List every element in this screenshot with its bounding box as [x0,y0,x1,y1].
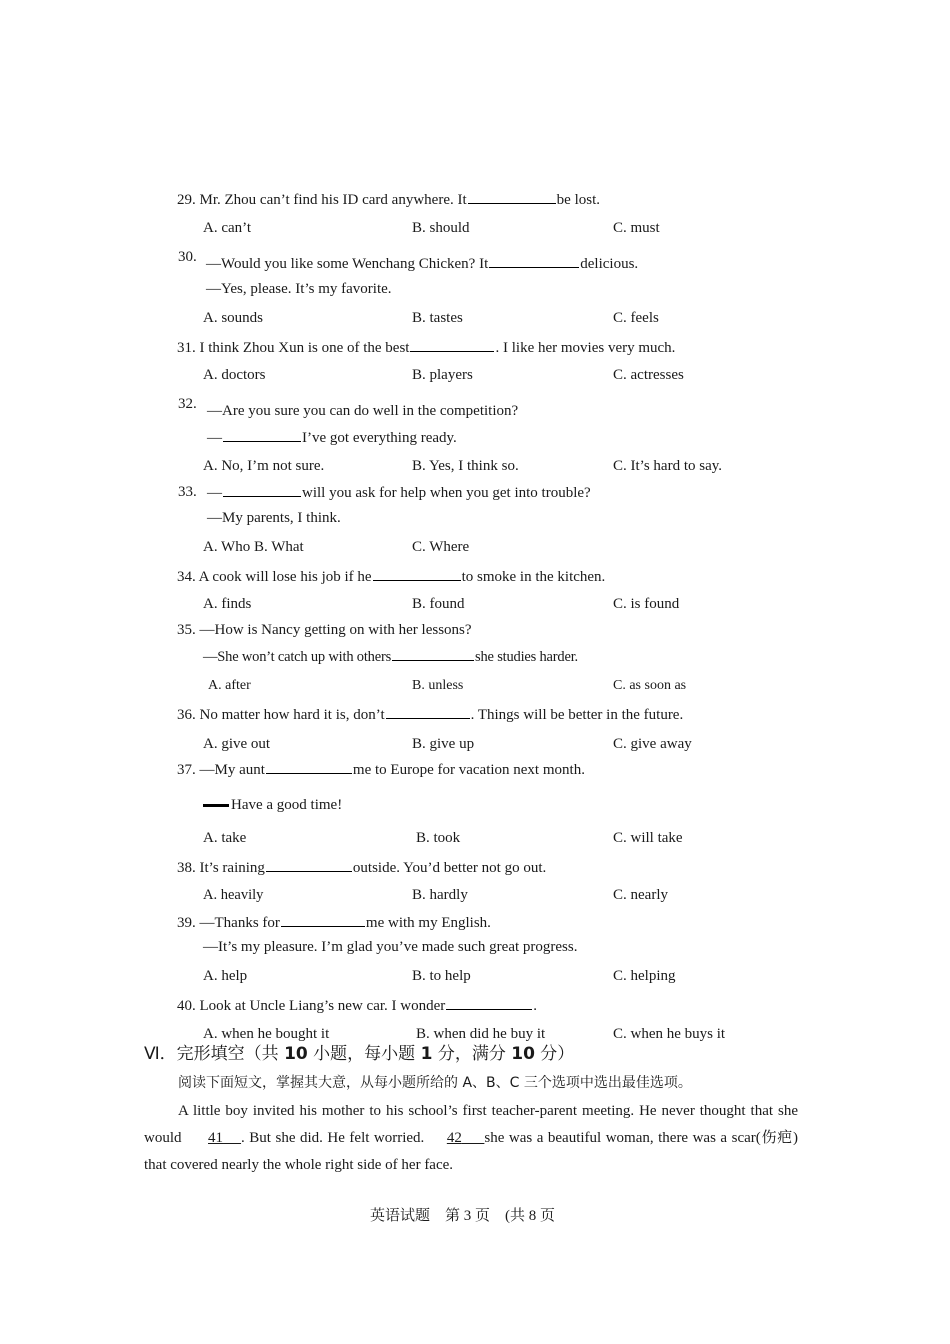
heading-text: 小题，每小题 [307,1044,421,1064]
question-33 [207,482,591,503]
question-32-line2 [207,427,457,448]
question-text: —It’s my pleasure. I’m glad you’ve made such great progress. [203,939,578,955]
question-text: 37. —My aunt [177,762,265,778]
question-number: 32. [178,396,197,412]
passage-text: . But she did. He felt worried. [241,1130,425,1146]
option-a: A. doctors [203,367,266,383]
blank-42: 42 [446,1130,462,1146]
option-a: A. finds [203,596,252,612]
heading-total: 10 [511,1044,535,1064]
question-text: 36. No matter how hard it is, don’t [177,707,385,723]
answer-blank [446,995,532,1010]
question-text: — [207,430,222,446]
page-footer: 英语试题 第 3 页 (共 8 页 [370,1208,555,1224]
question-text: be lost. [556,192,600,208]
option-a: A. Who B. What [203,539,304,555]
question-number: 33. [178,484,197,500]
option-c: C. will take [613,830,683,846]
question-29 [177,189,600,210]
option-b: B. to help [412,968,471,984]
answer-blank [281,912,365,927]
option-b: B. hardly [412,887,468,903]
passage-paragraph [144,1098,798,1179]
option-c: C. helping [613,968,676,984]
question-37 [177,759,585,780]
answer-blank [386,704,470,719]
question-text: —She won’t catch up with others [203,649,392,665]
question-text: . [533,998,537,1014]
option-c: C. give away [613,736,692,752]
blank-41: 41 [208,1130,224,1146]
question-text: 39. —Thanks for [177,915,280,931]
question-text: outside. You’d better not go out. [352,860,547,876]
question-text: . I like her movies very much. [495,340,676,356]
dash-mark [203,804,229,807]
question-text: will you ask for help when you get into trouble? [302,485,591,501]
option-c: C. is found [613,596,680,612]
option-a: A. take [203,830,247,846]
question-text: me to Europe for vacation next month. [352,762,585,778]
answer-blank [468,189,556,204]
question-text: — [207,485,222,501]
question-text: 31. I think Zhou Xun is one of the best [177,340,410,356]
question-text: Have a good time! [231,797,343,813]
passage-text: A little boy invited his mother to his school’s first teacher-parent meeting. He never thought that she would [144,1103,798,1146]
answer-blank [410,337,494,352]
question-30 [206,253,638,274]
option-b: B. give up [412,736,475,752]
answer-blank [392,646,474,661]
option-c: C. It’s hard to say. [613,458,723,474]
question-text: me with my English. [365,915,491,931]
question-35-line2 [203,646,578,667]
option-b: B. took [416,830,461,846]
question-text: 35. —How is Nancy getting on with her lessons? [177,622,472,638]
question-36 [177,704,683,725]
question-38 [177,857,546,878]
option-c: C. Where [412,539,470,555]
question-34 [177,566,605,587]
heading-text: Ⅵ．完形填空（共 [144,1044,285,1064]
option-a: A. help [203,968,248,984]
answer-blank [223,482,301,497]
option-a: A. No, I’m not sure. [203,458,325,474]
answer-blank [489,253,579,268]
question-text: —Yes, please. It’s my favorite. [206,281,392,297]
heading-text: 分） [534,1044,575,1064]
option-a: A. heavily [203,887,264,903]
option-b: B. tastes [412,310,463,326]
question-text: to smoke in the kitchen. [461,569,606,585]
question-text: —My parents, I think. [207,510,341,526]
question-text: . Things will be better in the future. [470,707,684,723]
question-text: —Would you like some Wenchang Chicken? It [206,256,489,272]
option-a: A. after [208,678,251,693]
option-c: C. must [613,220,660,236]
option-b: B. unless [412,678,464,693]
option-a: A. when he bought it [203,1026,330,1042]
option-b: B. Yes, I think so. [412,458,519,474]
heading-count: 10 [284,1044,308,1064]
heading-each: 1 [420,1044,433,1064]
section-instruction: 阅读下面短文，掌握其大意，从每小题所给的 A、B、C 三个选项中选出最佳选项。 [178,1075,692,1091]
answer-blank [266,759,352,774]
question-37-reply [203,795,342,815]
option-b: B. found [412,596,465,612]
question-text: —Are you sure you can do well in the competition? [207,403,519,419]
passage-text: she was a beautiful woman, there was a scar(伤疤) that covered nearly the whole right side of her face. [144,1130,799,1173]
option-b: B. players [412,367,473,383]
question-text: she studies harder. [475,649,578,665]
question-39 [177,912,491,933]
question-text: 38. It’s raining [177,860,265,876]
option-c: C. nearly [613,887,668,903]
answer-blank [223,427,301,442]
question-text: 40. Look at Uncle Liang’s new car. I wonder [177,998,446,1014]
question-31 [177,337,675,358]
heading-text: 分，满分 [432,1044,512,1064]
option-a: A. sounds [203,310,264,326]
question-text: 34. A cook will lose his job if he [177,569,372,585]
answer-blank [266,857,352,872]
option-c: C. as soon as [613,678,687,693]
option-c: C. actresses [613,367,684,383]
option-c: C. when he buys it [613,1026,726,1042]
option-b: B. when did he buy it [416,1026,546,1042]
option-a: A. give out [203,736,271,752]
option-a: A. can’t [203,220,252,236]
answer-blank [373,566,461,581]
question-text: 29. Mr. Zhou can’t find his ID card anywhere. It [177,192,467,208]
section-heading [144,1044,574,1064]
question-text: delicious. [580,256,639,272]
question-text: I’ve got everything ready. [302,430,457,446]
question-40 [177,995,537,1016]
question-number: 30. [178,249,197,265]
option-b: B. should [412,220,470,236]
option-c: C. feels [613,310,659,326]
